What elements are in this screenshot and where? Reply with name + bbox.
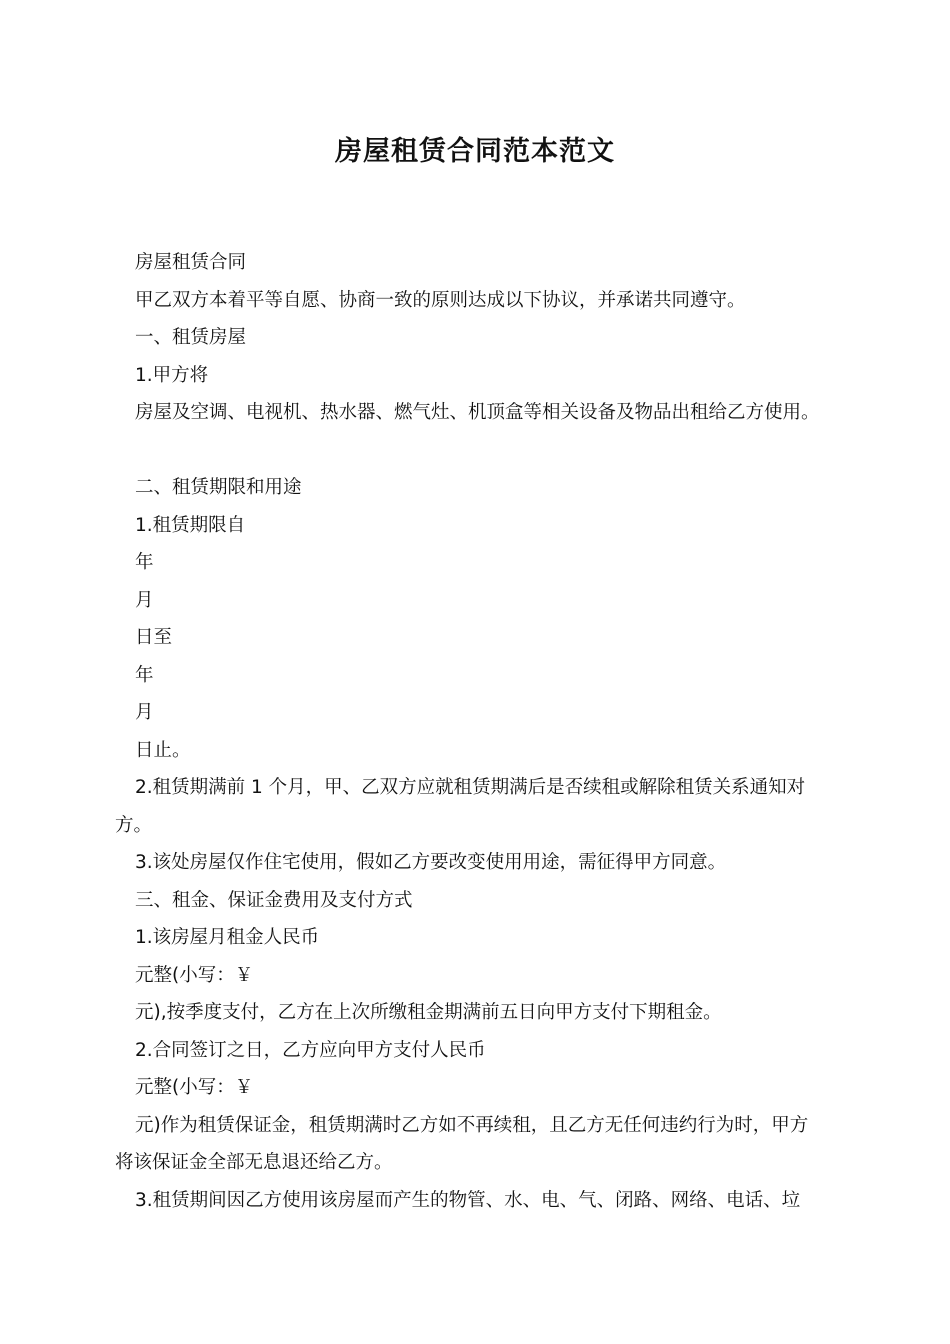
section-heading-2: 二、租赁期限和用途: [135, 477, 302, 498]
clause-1-1-continued: 房屋及空调、电视机、热水器、燃气灶、机顶盒等相关设备及物品出租给乙方使用。: [135, 402, 820, 423]
paragraph-spacer: [0, 432, 950, 470]
clause-3-1-continued: 元),按季度支付，乙方在上次所缴租金期满前五日向甲方支付下期租金。: [135, 1002, 722, 1023]
section-heading-1: 一、租赁房屋: [135, 327, 247, 348]
clause-1-1: 1.甲方将: [135, 364, 209, 386]
date-field-end-month: 月: [135, 702, 154, 723]
paragraph-preamble: 甲乙双方本着平等自愿、协商一致的原则达成以下协议，并承诺共同遵守。: [135, 289, 746, 311]
date-field-start-day: 日至: [135, 627, 173, 648]
clause-3-2: 2.合同签订之日，乙方应向甲方支付人民币: [135, 1039, 486, 1061]
clause-3-1-amount: 元整(小写：￥: [135, 964, 254, 986]
date-field-end-year: 年: [135, 664, 154, 686]
paragraph-contract-heading: 房屋租赁合同: [135, 252, 247, 273]
clause-2-1: 1.租赁期限自: [135, 514, 246, 536]
clause-3-3: 3.租赁期间因乙方使用该房屋而产生的物管、水、电、气、闭路、网络、电话、垃: [135, 1189, 801, 1211]
clause-2-2: 2.租赁期满前 1 个月，甲、乙双方应就租赁期满后是否续租或解除租赁关系通知对: [135, 777, 806, 798]
date-field-start-year: 年: [135, 552, 154, 573]
document-title: 房屋租赁合同范本范文: [335, 136, 615, 167]
section-heading-3: 三、租金、保证金费用及支付方式: [135, 889, 413, 911]
clause-3-1: 1.该房屋月租金人民币: [135, 927, 320, 948]
clause-2-3: 3.该处房屋仅作住宅使用，假如乙方要改变使用用途，需征得甲方同意。: [135, 852, 727, 873]
date-field-end-day: 日止。: [135, 739, 191, 761]
date-field-start-month: 月: [135, 589, 154, 611]
clause-3-2-amount: 元整(小写：￥: [135, 1077, 254, 1098]
clause-2-2-continued: 方。: [115, 814, 153, 836]
clause-3-2-continued: 元)作为租赁保证金，租赁期满时乙方如不再续租，且乙方无任何违约行为时，甲方: [135, 1114, 809, 1136]
clause-3-2-continued-2: 将该保证金全部无息退还给乙方。: [115, 1152, 393, 1173]
document-body: [0, 244, 950, 1219]
